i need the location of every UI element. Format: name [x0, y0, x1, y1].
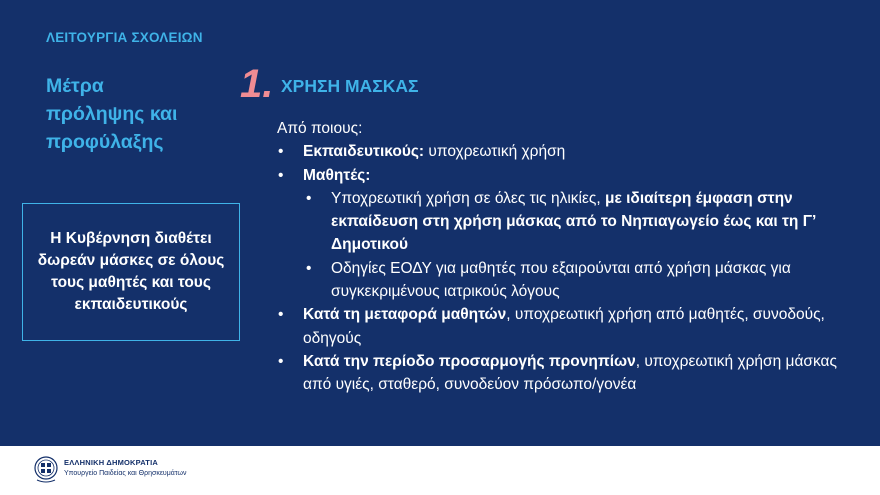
item-bold: Μαθητές:: [303, 166, 371, 184]
sub-item-exemptions: [305, 257, 837, 304]
list-item-students: [277, 164, 837, 187]
footer-republic: ΕΛΛΗΝΙΚΗ ΔΗΜΟΚΡΑΤΙΑ: [64, 458, 158, 467]
footer: [0, 446, 880, 495]
item-bold: Κατά τη μεταφορά μαθητών: [303, 306, 507, 324]
item-heading: ΧΡΗΣΗ ΜΑΣΚΑΣ: [281, 76, 419, 96]
item-bold: Κατά την περίοδο προσαρμογής προνηπίων: [303, 352, 636, 370]
side-title-line: πρόληψης και: [46, 103, 178, 125]
item-text: , υποχρεωτική χρήση μάσκας από υγιές, σταθερό, συνοδεύον πρόσωπο/γονέα: [303, 352, 837, 394]
side-title: [46, 72, 236, 156]
bullet-list-2: [277, 303, 837, 396]
ministry-label: [64, 458, 186, 477]
side-title-line: προφύλαξης: [46, 131, 164, 153]
bullet-list: [277, 140, 837, 187]
list-item-transport: [277, 303, 837, 350]
item-bold: με ιδιαίτερη έμφαση στην εκπαίδευση στη χρήση μάσκας από το Νηπιαγωγείο έως και τη Γ’ Δημοτικού: [331, 189, 816, 254]
item-text: , υποχρεωτική χρήση από μαθητές, συνοδούς, οδηγούς: [303, 306, 825, 347]
list-item-adaptation: [277, 350, 837, 397]
sub-bullet-list: [305, 187, 837, 303]
item-text: υποχρεωτική χρήση: [424, 143, 566, 161]
sub-item-usage: [305, 187, 837, 257]
section-title: ΛΕΙΤΟΥΡΓΙΑ ΣΧΟΛΕΙΩΝ: [46, 30, 203, 45]
item-number: 1.: [240, 62, 274, 106]
content-body: [277, 117, 837, 397]
item-text: Οδηγίες ΕΟΔΥ για μαθητές που εξαιρούνται από χρήση μάσκας για συγκεκριμένους ιατρικούς λόγους: [331, 259, 791, 301]
note-text: Η Κυβέρνηση διαθέτει δωρεάν μάσκες σε όλους τους μαθητές και τους εκπαιδευτικούς: [37, 230, 225, 313]
list-item-teachers: [277, 140, 837, 163]
item-text: Υποχρεωτική χρήση σε όλες τις ηλικίες,: [331, 189, 605, 207]
side-title-line: Μέτρα: [46, 75, 104, 97]
note-box: [22, 203, 240, 341]
footer-ministry: Υπουργείο Παιδείας και Θρησκευμάτων: [64, 470, 187, 477]
item-bold: Εκπαιδευτικούς:: [303, 143, 425, 161]
intro-text: Από ποιους:: [277, 120, 363, 137]
greek-emblem-icon: [33, 454, 59, 484]
